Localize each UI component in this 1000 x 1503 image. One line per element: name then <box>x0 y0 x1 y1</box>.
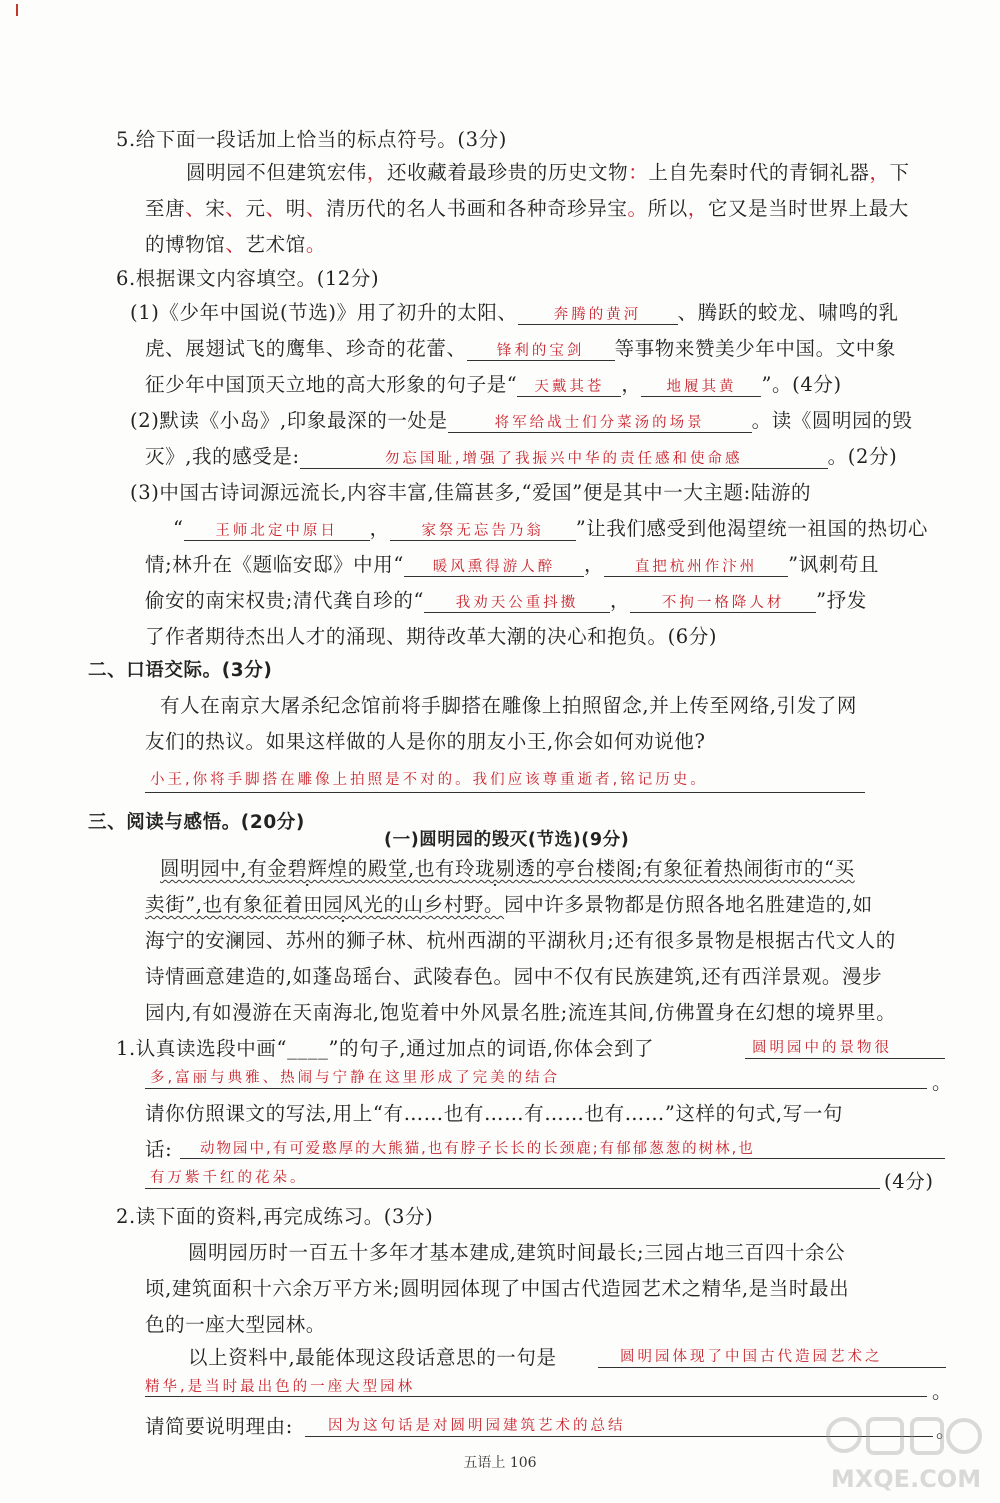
answer-5: 将军给战士们分菜汤的场景 <box>494 415 705 431</box>
q5-line-1: 圆明园不但建筑宏伟，还收藏着最珍贵的历史文物：上自先秦时代的青铜礼器，下 <box>186 161 910 184</box>
answer-line <box>145 1088 927 1089</box>
oral-line-1: 有人在南京大屠杀纪念馆前将手脚搭在雕像上拍照留念,并上传至网络,引发了网 <box>160 694 857 717</box>
reading-q2-line-2: 请简要说明理由: <box>145 1415 293 1438</box>
reading-q1-score: (4分) <box>884 1170 934 1193</box>
q6-s1-line-2: 虎、展翅试飞的鹰隼、珍奇的花蕾、 锋利的宝剑 等事物来赞美少年中国。文中象 <box>145 337 897 360</box>
answer-11: 我劝天公重抖擞 <box>455 595 579 611</box>
q6-s2-line-2: 灭》,我的感受是: 勿忘国耻,增强了我振兴中华的责任感和使命感 。(2分) <box>145 445 898 468</box>
margin-mark <box>16 4 18 16</box>
reading-q2-answer-part-3: 因为这句话是对圆明园建筑艺术的总结 <box>328 1418 626 1434</box>
answer-4: 地履其黄 <box>666 379 737 395</box>
q6-title: 6.根据课文内容填空。(12分) <box>116 267 380 290</box>
oral-answer: 小王,你将手脚搭在雕像上拍照是不对的。我们应该尊重逝者,铭记历史。 <box>150 772 708 788</box>
oral-answer-line <box>145 792 865 793</box>
passage-title: (一)圆明园的毁灭(节选)(9分) <box>384 830 630 850</box>
answer-1: 奔腾的黄河 <box>553 307 642 323</box>
reading-q1-line-3: 话: <box>145 1138 173 1161</box>
oral-line-2: 友们的热议。如果这样做的人是你的朋友小王,你会如何劝说他? <box>145 730 706 753</box>
answer-10: 直把杭州作汴州 <box>634 559 758 575</box>
q6-s2-line-1: (2)默读《小岛》,印象最深的一处是 将军给战士们分菜汤的场景 。读《圆明园的毁 <box>130 409 913 432</box>
answer-line <box>745 1058 945 1059</box>
q6-s1-line-3: 征少年中国顶天立地的高大形象的句子是“ 天戴其苍 ， 地履其黄 ”。(4分) <box>145 373 842 396</box>
q6-s1-line-1: (1)《少年中国说(节选)》用了初升的太阳、 奔腾的黄河 、腾跃的蛟龙、啸鸣的乳 <box>130 301 899 324</box>
reading-q1-answer-part-1: 圆明园中的景物很 <box>752 1040 892 1056</box>
passage-line-5: 园内,有如漫游在天南海北,饱览着中外风景名胜;流连其间,仿佛置身在幻想的境界里。 <box>145 1001 897 1024</box>
reading-q1-answer-part-3: 动物园中,有可爱憨厚的大熊猫,也有脖子长长的长颈鹿;有郁郁葱葱的树林,也 <box>200 1141 755 1157</box>
answer-line <box>180 1158 945 1159</box>
passage-line-2: 卖街”,也有象征着田园风光的山乡村野。园中许多景物都是仿照各地名胜建造的,如 <box>145 893 873 916</box>
q5-title: 5.给下面一段话加上恰当的标点符号。(3分) <box>116 128 507 151</box>
answer-2: 锋利的宝剑 <box>496 343 585 359</box>
answer-line <box>145 1188 880 1189</box>
answer-line <box>598 1367 946 1368</box>
period: 。 <box>932 1071 953 1094</box>
material-line-3: 色的一座大型园林。 <box>145 1313 326 1336</box>
reading-q1-line-2: 请你仿照课文的写法,用上“有……也有……有……也有……”这样的句式,写一句 <box>145 1102 844 1125</box>
q5-line-3: 的博物馆、艺术馆。 <box>145 233 326 256</box>
material-line-1: 圆明园历时一百五十多年才基本建成,建筑时间最长;三园占地三百四十余公 <box>188 1241 846 1264</box>
q6-s3-line-1: (3)中国古诗词源远流长,内容丰富,佳篇甚多,“爱国”便是其中一大主题:陆游的 <box>130 481 812 504</box>
reading-q2-answer-part-2: 精华,是当时最出色的一座大型园林 <box>145 1379 416 1395</box>
passage-line-4: 诗情画意建造的,如蓬岛瑶台、武陵春色。园中不仅有民族建筑,还有西洋景观。漫步 <box>145 965 883 988</box>
oral-section-title: 二、口语交际。(3分) <box>88 660 273 681</box>
passage-line-3: 海宁的安澜园、苏州的狮子林、杭州西湖的平湖秋月;还有很多景物是根据古代文人的 <box>145 929 896 952</box>
q6-s3-line-5: 了作者期待杰出人才的涌现、期待改革大潮的决心和抱负。(6分) <box>145 625 718 648</box>
watermark-text: MXQE.COM <box>830 1465 982 1493</box>
answer-12: 不拘一格降人材 <box>661 595 785 611</box>
reading-q2-line-1: 以上资料中,最能体现这段话意思的一句是 <box>188 1346 557 1369</box>
reading-section-title: 三、阅读与感悟。(20分) <box>88 812 305 833</box>
watermark-logo <box>826 1405 986 1495</box>
q5-line-2: 至唐、宋、元、明、清历代的名人书画和各种奇珍异宝。所以，它又是当时世界上最大 <box>145 197 909 220</box>
answer-8: 家祭无忘告乃翁 <box>421 523 544 539</box>
answer-9: 暖风熏得游人醉 <box>432 559 556 575</box>
q6-s3-line-4: 偷安的南宋权贵;清代龚自珍的“ 我劝天公重抖擞 ， 不拘一格降人材 ”抒发 <box>145 589 867 612</box>
reading-q2-title: 2.读下面的资料,再完成练习。(3分) <box>116 1205 434 1228</box>
period: 。 <box>936 1419 957 1442</box>
reading-q1-line-1: 1.认真读选段中画“____”的句子,通过加点的词语,你体会到了 <box>116 1037 655 1060</box>
answer-line <box>145 1396 927 1397</box>
reading-q1-answer-part-2: 多,富丽与典雅、热闹与宁静在这里形成了完美的结合 <box>150 1070 561 1086</box>
material-line-2: 顷,建筑面积十六余万平方米;圆明园体现了中国古代造园艺术之精华,是当时最出 <box>145 1277 850 1300</box>
q6-s3-line-2: “ 王师北定中原日 ， 家祭无忘告乃翁 ”让我们感受到他渴望统一祖国的热切心 <box>173 517 928 540</box>
passage-line-1: 圆明园中,有金碧辉煌的殿堂,也有玲珑剔透的亭台楼阁;有象征着热闹街市的“买 <box>160 857 855 880</box>
page-footer: 五语上 106 <box>463 1455 537 1471</box>
reading-q1-answer-part-4: 有万紫千红的花朵。 <box>150 1170 308 1186</box>
answer-3: 天戴其苍 <box>534 379 605 395</box>
period: 。 <box>932 1380 953 1403</box>
reading-q2-answer-part-1: 圆明园体现了中国古代造园艺术之 <box>620 1349 883 1365</box>
q6-s3-line-3: 情;林升在《题临安邸》中用“ 暖风熏得游人醉 ， 直把杭州作汴州 ”讽刺苟且 <box>145 553 880 576</box>
answer-7: 王师北定中原日 <box>215 523 338 539</box>
answer-6: 勿忘国耻,增强了我振兴中华的责任感和使命感 <box>384 451 743 467</box>
